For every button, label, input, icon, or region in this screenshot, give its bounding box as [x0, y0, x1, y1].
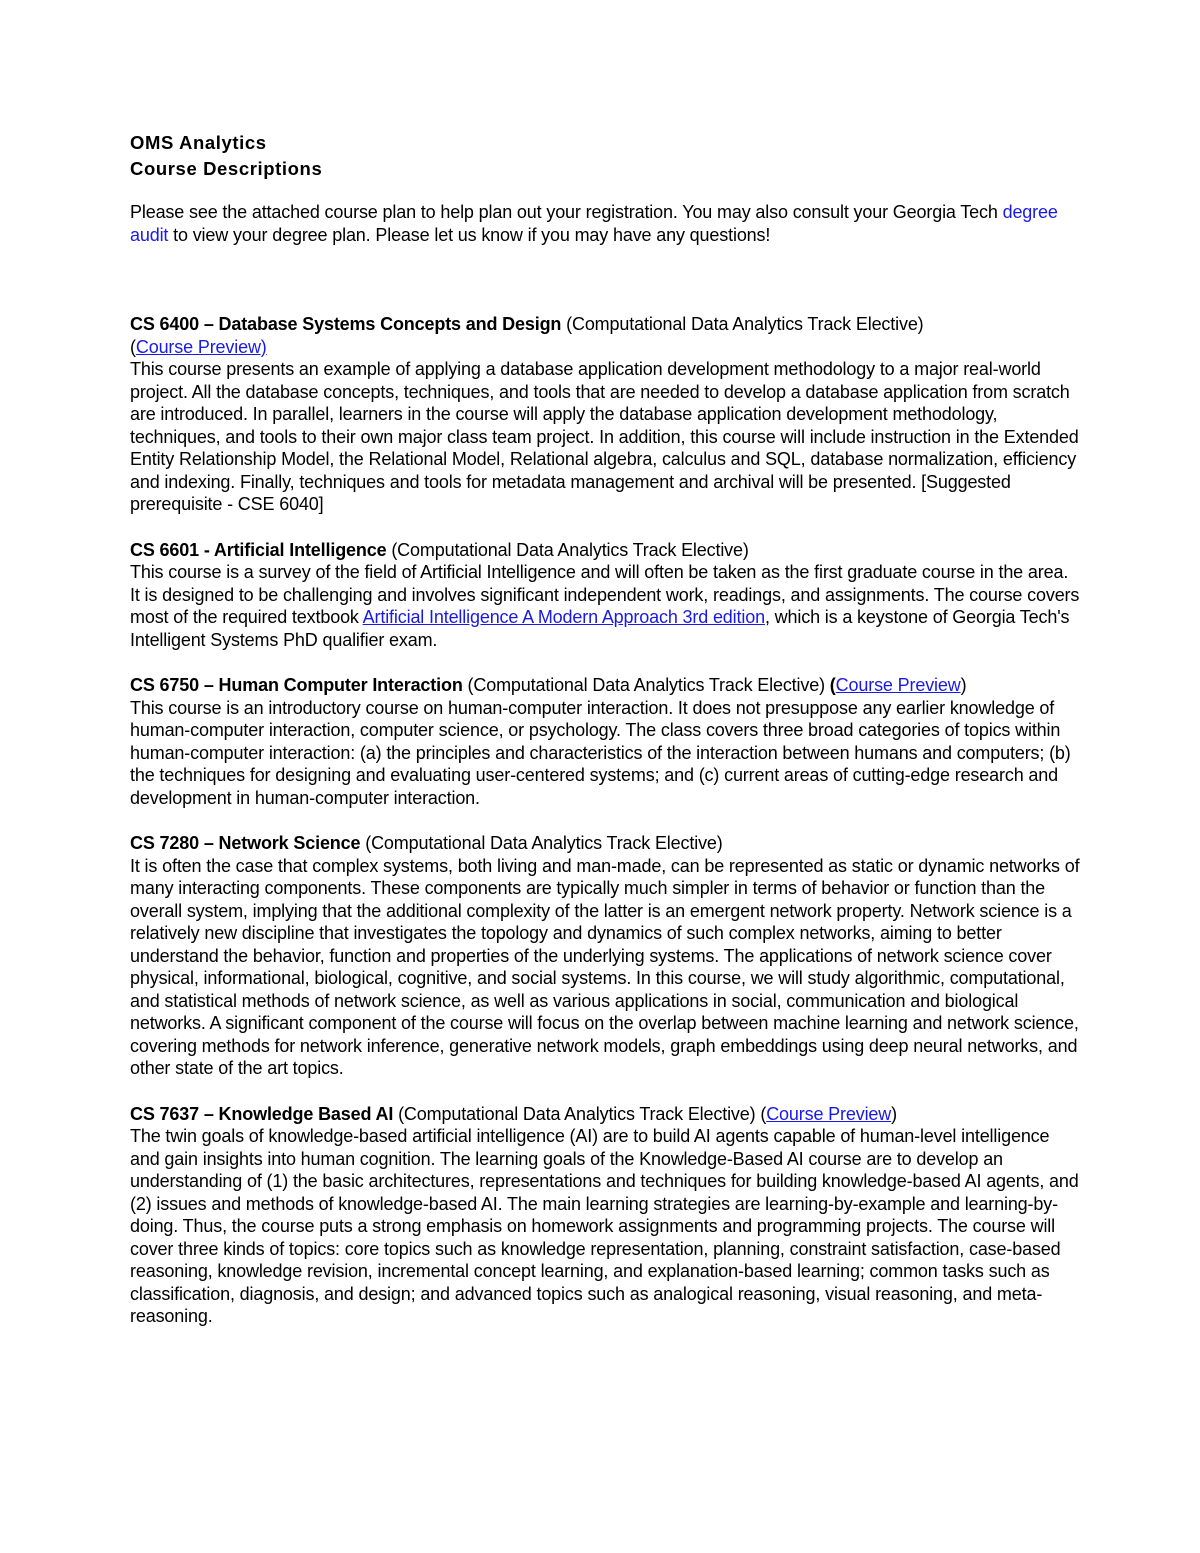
course-track: (Computational Data Analytics Track Elective) — [386, 539, 749, 560]
course-preview-open: ( — [829, 675, 836, 695]
course-preview-link[interactable]: Course Preview — [835, 675, 961, 695]
course-title: CS 7280 – Network Science — [130, 833, 361, 853]
course-heading — [130, 832, 1080, 855]
course-description: It is often the case that complex systems, both living and man-made, can be represented as static or dynamic networks of many interacting components. These components are typically much simpler in terms of behavior or function than the overall system, implying that the additional complexity of the latter is an emergent network property. Network science is a relatively new discipline that investigates the topology and dynamics of such complex networks, aiming to better understand the behavior, function and properties of the underlying systems. The applications of network science cover physical, informational, biological, cognitive, and social systems. In this course, we will study algorithmic, computational, and statistical methods of network science, as well as various applications in social, communication and biological networks. A significant component of the course will focus on the overlap between machine learning and network science, covering methods for network inference, generative network models, graph embeddings using deep neural networks, and other state of the art topics. — [130, 855, 1080, 1078]
course-description-before: This course is a survey of the field of Artificial Intelligence and will often be taken as the first graduate course in the area. It is designed to be challenging and involves significant independent work, readings, and assignments. The course covers most of the required textbook — [130, 562, 1080, 627]
course-cs7280 — [130, 832, 1080, 1080]
course-cs6400 — [130, 313, 1080, 516]
course-track: (Computational Data Analytics Track Elective) — [462, 675, 830, 695]
course-preview-link[interactable]: Course Preview) — [135, 336, 267, 357]
document-title-line2: Course Descriptions — [130, 158, 323, 179]
course-heading: CS 6400 – Database Systems Concepts and Design (Computational Data Analytics Track Elective) (Course Preview) — [130, 314, 924, 357]
course-description-after: , which is a keystone of Georgia Tech's Intelligent Systems PhD qualifier exam. — [130, 607, 1070, 650]
course-list — [130, 313, 1080, 1328]
course-title: CS 6400 – Database Systems Concepts and Design — [130, 314, 562, 334]
course-description — [130, 561, 1080, 651]
intro-text-after: to view your degree plan. Please let us know if you may have any questions! — [168, 224, 771, 245]
intro-paragraph — [130, 201, 1060, 246]
course-title: CS 7637 – Knowledge Based AI — [130, 1103, 394, 1124]
course-heading — [130, 539, 1080, 562]
course-title: CS 6601 - Artificial Intelligence — [130, 539, 387, 560]
document-title-line1: OMS Analytics — [130, 132, 267, 153]
textbook-link[interactable]: Artificial Intelligence A Modern Approach 3rd edition — [362, 607, 765, 627]
course-title: CS 6750 – Human Computer Interaction — [130, 675, 463, 695]
course-track: (Computational Data Analytics Track Elective) — [360, 833, 723, 853]
course-heading — [130, 1103, 1080, 1126]
document-page — [130, 130, 1080, 1351]
intro-text-before: Please see the attached course plan to help plan out your registration. You may also consult your Georgia Tech — [130, 202, 1003, 222]
course-description: The twin goals of knowledge-based artificial intelligence (AI) are to build AI agents capable of human-level intelligence and gain insights into human cognition. The learning goals of the Knowledge-Based AI course are to develop an understanding of (1) the basic architectures, representations and techniques for building knowledge-based AI agents, and (2) issues and methods of knowledge-based AI. The main learning strategies are learning-by-example and learning-by-doing. Thus, the course puts a strong emphasis on homework assignments and programming projects. The course will cover three kinds of topics: core topics such as knowledge representation, planning, constraint satisfaction, case-based reasoning, knowledge revision, incremental concept learning, and explanation-based learning; common tasks such as classification, diagnosis, and design; and advanced topics such as analogical reasoning, visual reasoning, and meta-reasoning. — [130, 1126, 1079, 1326]
course-description: This course is an introductory course on human-computer interaction. It does not presuppose any earlier knowledge of human-computer interaction, computer science, or psychology. The class covers three broad categories of topics within human-computer interaction: (a) the principles and characteristics of the interaction between humans and computers; (b) the techniques for designing and evaluating user-centered systems; and (c) current areas of cutting-edge research and development in human-computer interaction. — [130, 697, 1071, 808]
course-track: (Computational Data Analytics Track Elective) — [561, 314, 924, 334]
course-track: (Computational Data Analytics Track Elective) ( — [393, 1103, 767, 1124]
degree-audit-link[interactable]: degree audit — [130, 202, 1058, 245]
course-description: This course presents an example of applying a database application development methodology to a major real-world project. All the database concepts, techniques, and tools that are needed to develop a database application from scratch are introduced. In parallel, learners in the course will apply the database application development methodology, techniques, and tools to their own major class team project. In addition, this course will include instruction in the Extended Entity Relationship Model, the Relational Model, Relational algebra, calculus and SQL, database normalization, efficiency and indexing. Finally, techniques and tools for metadata management and archival will be presented. [Suggested prerequisite - CSE 6040] — [130, 359, 1079, 514]
course-cs6601 — [130, 539, 1080, 652]
course-preview-close: ) — [960, 675, 967, 695]
course-preview-link[interactable]: Course Preview — [766, 1103, 892, 1124]
course-cs7637 — [130, 1103, 1080, 1328]
course-preview-close: ) — [891, 1103, 897, 1124]
course-cs6750 — [130, 674, 1080, 809]
course-heading — [130, 674, 1080, 697]
